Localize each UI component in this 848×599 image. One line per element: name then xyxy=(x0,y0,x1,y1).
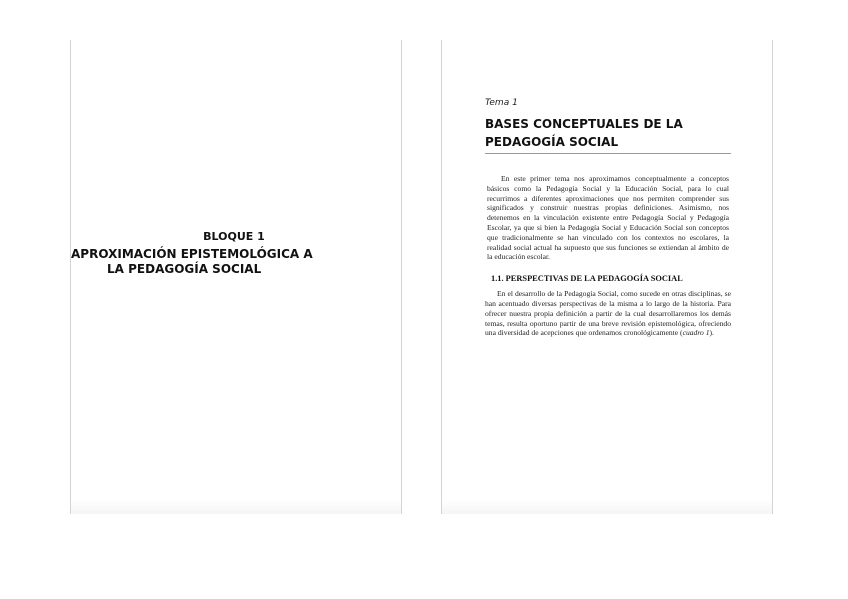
section-heading: 1.1. PERSPECTIVAS DE LA PEDAGOGÍA SOCIAL xyxy=(491,274,683,284)
block-heading-line-2: LA PEDAGOGÍA SOCIAL xyxy=(107,262,262,276)
section-paragraph-text: En el desarrollo de la Pedagogía Social, como sucede en otras disciplinas, se han acentuado diversas perspectivas de la misma a lo largo de la historia. Para ofrecer nuestra propia definición a partir de la cual desarrollaremos los demás temas, resulta oportuno partir de una breve revisión epistemológica, ofreciendo una diversidad de acepciones que ordenamos cronológicamente ( xyxy=(485,289,731,338)
section-paragraph xyxy=(485,289,731,338)
tema-label: Tema 1 xyxy=(485,98,518,108)
chapter-title-line-2: PEDAGOGÍA SOCIAL xyxy=(485,135,619,149)
block-heading xyxy=(71,247,364,277)
block-label: BLOQUE 1 xyxy=(203,230,265,243)
chapter-title xyxy=(485,115,731,154)
right-page xyxy=(441,40,773,514)
chapter-title-line-1: BASES CONCEPTUALES DE LA xyxy=(485,117,683,131)
block-heading-line-1: APROXIMACIÓN EPISTEMOLÓGICA A xyxy=(71,247,313,261)
section-paragraph-end: ). xyxy=(709,328,714,338)
left-page xyxy=(70,40,402,514)
intro-paragraph: En este primer tema nos aproximamos conceptualmente a conceptos básicos como la Pedagogía Social y la Educación Social, para lo cual recurrimos a diferentes aproximaciones que nos permiten comprender sus significados y construir nuestras propias definiciones. Asimismo, nos detenemos en la vinculación existente entre Pedagogía Social y Pedagogía Escolar, ya que si bien la Pedagogía Social y Educación Social son conceptos que tradicionalmente se han vinculado con los contextos no escolares, la realidad social actual ha supuesto que sus funciones se extiendan al ámbito de la educación escolar. xyxy=(487,174,729,262)
block-title xyxy=(71,230,401,277)
cuadro-reference: cuadro 1 xyxy=(682,328,710,338)
page-content xyxy=(485,98,731,338)
